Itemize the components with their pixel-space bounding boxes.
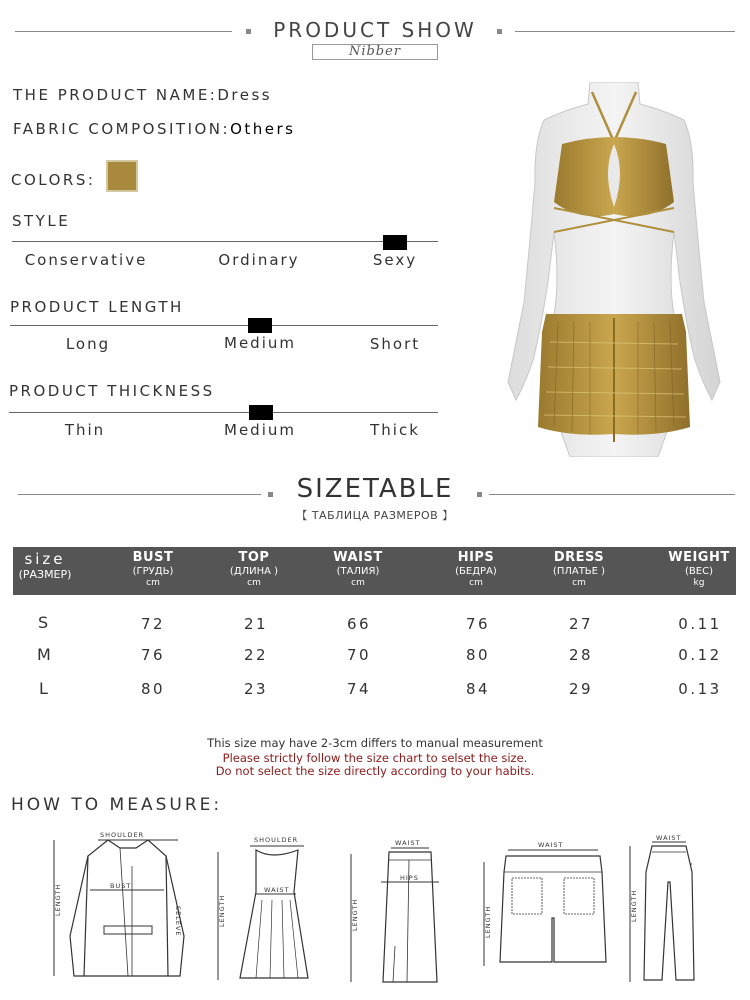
length-label-4: LENGTH <box>484 905 492 938</box>
sizetable-title: SIZETABLE <box>296 474 454 504</box>
waist-label-4: WAIST <box>538 841 564 849</box>
cell-weight: 0.13 <box>678 680 722 698</box>
col-header-hips-ru: (БЕДРА) <box>455 566 497 577</box>
shorts-diagram <box>478 838 612 968</box>
cell-waist: 66 <box>346 615 372 633</box>
style-label: STYLE <box>12 212 71 230</box>
shoulder-label: SHOULDER <box>100 831 145 839</box>
cell-waist: 70 <box>346 646 372 664</box>
col-header-size-ru: (РАЗМЕР) <box>18 568 72 581</box>
colors-label: COLORS: <box>11 171 96 189</box>
cell-size: S <box>38 613 51 632</box>
col-header-bust <box>113 550 193 589</box>
cell-dress: 29 <box>568 680 594 698</box>
fabric-value: Others <box>230 120 296 138</box>
col-header-bust-en: BUST <box>132 550 174 565</box>
col-header-bust-unit: cm <box>146 578 160 588</box>
cell-weight: 0.11 <box>678 615 722 633</box>
cell-top: 22 <box>243 646 269 664</box>
col-header-hips-en: HIPS <box>457 550 495 565</box>
thickness-option-thin: Thin <box>64 421 106 439</box>
cell-weight: 0.12 <box>678 646 722 664</box>
product-photo <box>498 82 730 457</box>
length-option-short: Short <box>369 335 421 353</box>
sizetable-dot-right <box>477 492 482 497</box>
fabric-row <box>13 120 295 138</box>
length-option-long: Long <box>65 335 111 353</box>
skirt-diagram <box>345 836 445 984</box>
sizetable-subtitle: 【 ТАБЛИЦА РАЗМЕРОВ 】 <box>296 509 454 522</box>
pants-diagram <box>624 832 714 984</box>
col-header-waist-en: WAIST <box>333 550 383 565</box>
col-header-waist <box>317 550 399 589</box>
length-label-3: LENGTH <box>351 898 359 931</box>
bust-label: BUST <box>110 882 132 890</box>
waist-label-5: WAIST <box>656 834 682 842</box>
warning-note <box>0 752 750 778</box>
thickness-scale-line <box>9 412 438 413</box>
warning-line-2: Do not select the size directly according to your habits. <box>215 764 535 778</box>
hips-label-3: HIPS <box>400 874 419 882</box>
col-header-weight-en: WEIGHT <box>668 550 730 565</box>
length-option-medium: Medium <box>224 334 296 352</box>
thickness-option-thick: Thick <box>370 421 420 439</box>
thickness-option-medium: Medium <box>224 421 296 439</box>
cell-waist: 74 <box>346 680 372 698</box>
cell-hips: 80 <box>465 646 491 664</box>
col-header-weight-unit: kg <box>693 578 705 588</box>
length-label: PRODUCT LENGTH <box>10 298 184 316</box>
style-scale-line <box>12 241 438 242</box>
shoulder-label-2: SHOULDER <box>254 836 299 844</box>
col-header-hips-unit: cm <box>469 578 483 588</box>
cell-size: L <box>39 679 51 698</box>
col-header-dress-ru: (ПЛАТЬЕ ) <box>552 566 606 577</box>
length-scale-line <box>10 325 438 326</box>
sizetable-rule-right <box>489 494 735 495</box>
col-header-top-unit: cm <box>247 578 261 588</box>
waist-label-3: WAIST <box>395 839 421 847</box>
col-header-dress-en: DRESS <box>553 550 605 565</box>
col-header-top-ru: (ДЛИНА ) <box>229 566 279 577</box>
col-header-size <box>13 550 77 582</box>
col-header-top <box>213 550 295 589</box>
col-header-weight <box>661 550 737 589</box>
thickness-label: PRODUCT THICKNESS <box>9 382 215 400</box>
col-header-dress <box>538 550 620 589</box>
warning-line-1: Please strictly follow the size chart to selset the size. <box>222 751 528 765</box>
col-header-weight-ru: (ВЕС) <box>685 566 713 577</box>
page-title: PRODUCT SHOW <box>273 18 477 42</box>
cell-hips: 84 <box>465 680 491 698</box>
measurement-note: This size may have 2-3cm differs to manual measurement <box>207 736 543 750</box>
length-marker <box>248 318 272 333</box>
cell-dress: 28 <box>568 646 594 664</box>
header-rule-right <box>515 31 735 32</box>
waist-label-2: WAIST <box>264 886 290 894</box>
cell-dress: 27 <box>568 615 594 633</box>
dress-diagram <box>212 832 312 982</box>
jacket-diagram <box>48 826 198 984</box>
col-header-waist-unit: cm <box>351 578 365 588</box>
style-option-sexy: Sexy <box>372 251 418 269</box>
cell-hips: 76 <box>465 615 491 633</box>
product-name-row <box>13 86 272 104</box>
style-option-ordinary: Ordinary <box>218 251 300 269</box>
table-header <box>13 547 736 595</box>
length-label-5: LENGTH <box>630 889 638 922</box>
fabric-label: FABRIC COMPOSITION: <box>13 120 231 138</box>
col-header-size-en: size <box>24 550 66 568</box>
header-dot-right <box>497 29 502 34</box>
col-header-bust-ru: (ГРУДЬ) <box>132 566 174 577</box>
cell-bust: 72 <box>140 615 166 633</box>
col-header-hips <box>435 550 517 589</box>
length-label-2: LENGTH <box>218 894 226 927</box>
product-name-label: THE PRODUCT NAME: <box>13 86 218 104</box>
sleeve-label: SELEVE <box>174 906 182 937</box>
style-option-conservative: Conservative <box>24 251 148 269</box>
product-name-value: Dress <box>217 86 273 104</box>
cell-bust: 80 <box>140 680 166 698</box>
how-to-measure-title: HOW TO MEASURE: <box>11 795 223 815</box>
thickness-marker <box>249 405 273 420</box>
col-header-dress-unit: cm <box>572 578 586 588</box>
color-swatch <box>106 160 138 192</box>
cell-top: 23 <box>243 680 269 698</box>
style-marker <box>383 235 407 250</box>
brand-label: Nibber <box>312 44 438 60</box>
length-label-1: LENGTH <box>54 883 62 916</box>
cell-bust: 76 <box>140 646 166 664</box>
cell-top: 21 <box>243 615 269 633</box>
col-header-top-en: TOP <box>238 550 270 565</box>
cell-size: M <box>37 645 54 664</box>
col-header-waist-ru: (ТАЛИЯ) <box>336 566 380 577</box>
